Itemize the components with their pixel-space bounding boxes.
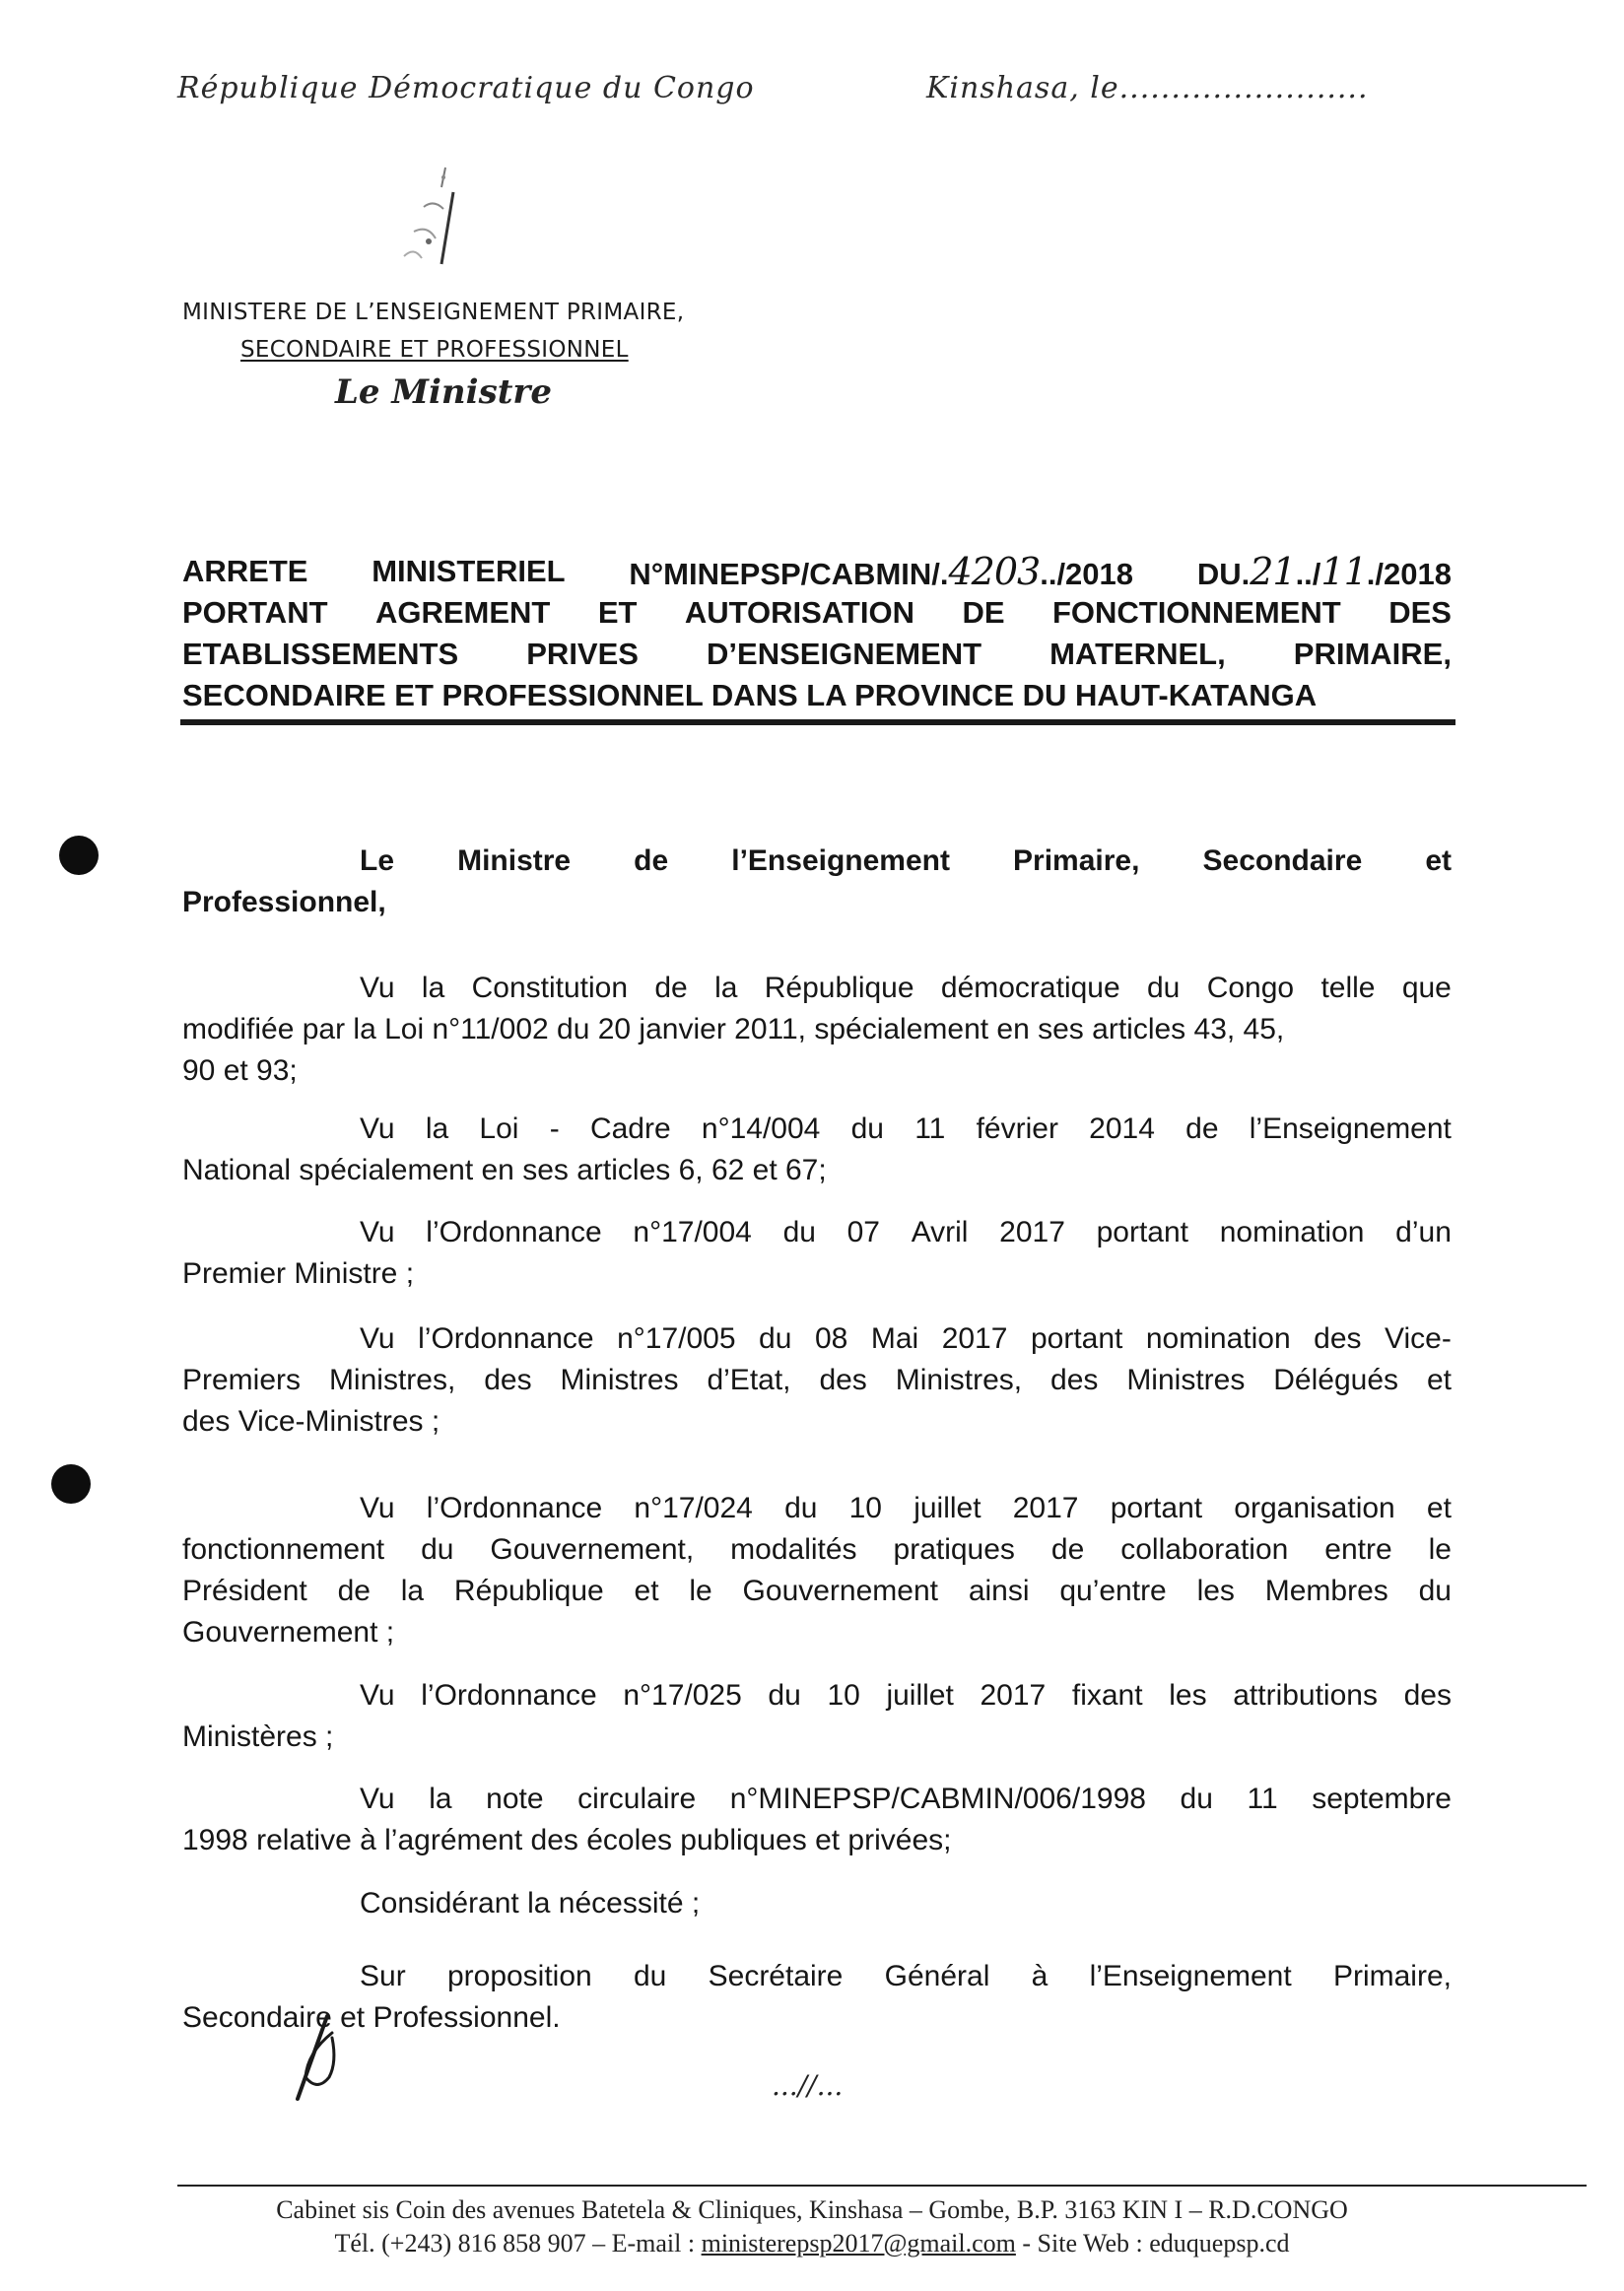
document-page: République Démocratique du Congo Kinshasa, le........................ MINISTERE DE L’ENSEIGNEMENT PRIMAIRE, SECONDAIRE ET PROFESSIONNEL Le Ministre ARRETE MINISTERIEL N°MINEPSP/CABMIN/.4203../2018 DU.21../11./2018 PORTANT AGREMENT ET AUTORISATION DE FONCTIONNEMENT DES ETABLISSEMENTS PRIVES D’ENSEIGNEMENT MATERNEL, PRIMAIRE, SECONDAIRE ET PROFESSIONNEL DANS LA PROVINCE DU HAUT-KATANGA Le Ministre de l’Enseignement Primaire, Secondaire et Professionnel, Vu la Constitution de la République démocratique du Congo telle que modifiée par la Loi n°11/002 du 20 janvier 2011, spécialement en ses articles 43, 45, 90 et 93; Vu la Loi - Cadre n°14/004 du 11 février 2014 de l’Enseignement National spécialement en ses articles 6, 62 et 67; Vu l’Ordonnance n°17/004 du 07 Avril 2017 portant nomination d’un Premier Ministre ; Vu l’Ordonnance n°17/005 du 08 Mai 2017 portant nomination des Vice- Premiers Ministres, des Ministres d’Etat, des Ministres, des Ministres Délégués et des Vice-Ministres ; Vu l’Ordonnance n°17/024 du 10 juillet 2017 portant organisation et fonctionnement du Gouvernement, modalités pratiques de collaboration entre le Président de la République et le Gouvernement ainsi qu’entre les Membres du Gouvernement ; Vu l’Ordonnance n°17/025 du 10 juillet 2017 fixant les attributions des Ministères ; Vu la note circulaire n°MINEPSP/CABMIN/006/1998 du 11 septembre 1998 relative à l’agrément des écoles publiques et privées; Considérant la nécessité ; Sur proposition du Secrétaire Général à l’Enseignement Primaire, Secondaire et Professionnel. ...//... Cabinet sis Coin des avenues Batetela & Cliniques, Kinshasa – Gombe, B.P. 3163 KIN I – R.D.CONGO Tél. (+243) 816 858 907 – E-mail : ministerepsp2017@gmail.com - Site Web : eduquepsp.cd	[0, 0, 1624, 2291]
title-line-3: ETABLISSEMENTS PRIVES D’ENSEIGNEMENT MATERNEL, PRIMAIRE,	[182, 637, 1452, 671]
footer-email-link[interactable]: ministerepsp2017@gmail.com	[701, 2229, 1016, 2257]
ministry-name-line-2: SECONDAIRE ET PROFESSIONNEL	[240, 337, 629, 363]
title-line-1: ARRETE MINISTERIEL N°MINEPSP/CABMIN/.4203../2018 DU.21../11./2018	[182, 550, 1452, 593]
continuation-mark: ...//...	[772, 2069, 844, 2102]
title-line-2: PORTANT AGREMENT ET AUTORISATION DE FONCTIONNEMENT DES	[182, 595, 1452, 630]
ministry-name-line-1: MINISTERE DE L’ENSEIGNEMENT PRIMAIRE,	[182, 300, 685, 325]
handwritten-initial-icon	[288, 2008, 357, 2107]
punch-hole-mark	[59, 836, 99, 875]
decree-date: DU.21../11./2018	[1196, 550, 1452, 593]
decree-number: N°MINEPSP/CABMIN/.4203../2018	[629, 550, 1134, 593]
place-date: Kinshasa, le........................	[926, 71, 1369, 105]
emblem-mark-icon	[384, 148, 493, 276]
footer-divider	[177, 2185, 1587, 2187]
title-underline	[180, 719, 1455, 725]
footer-contact: Tél. (+243) 816 858 907 – E-mail : ministerepsp2017@gmail.com - Site Web : eduquepsp.cd	[334, 2229, 1290, 2257]
footer-address: Cabinet sis Coin des avenues Batetela & Cliniques, Kinshasa – Gombe, B.P. 3163 KIN I – R.D.CONGO	[276, 2195, 1348, 2224]
title-line-4: SECONDAIRE ET PROFESSIONNEL DANS LA PROVINCE DU HAUT-KATANGA	[182, 678, 1318, 712]
punch-hole-mark	[51, 1464, 91, 1504]
minister-title: Le Ministre	[335, 372, 552, 412]
republic-header: République Démocratique du Congo	[177, 71, 755, 105]
